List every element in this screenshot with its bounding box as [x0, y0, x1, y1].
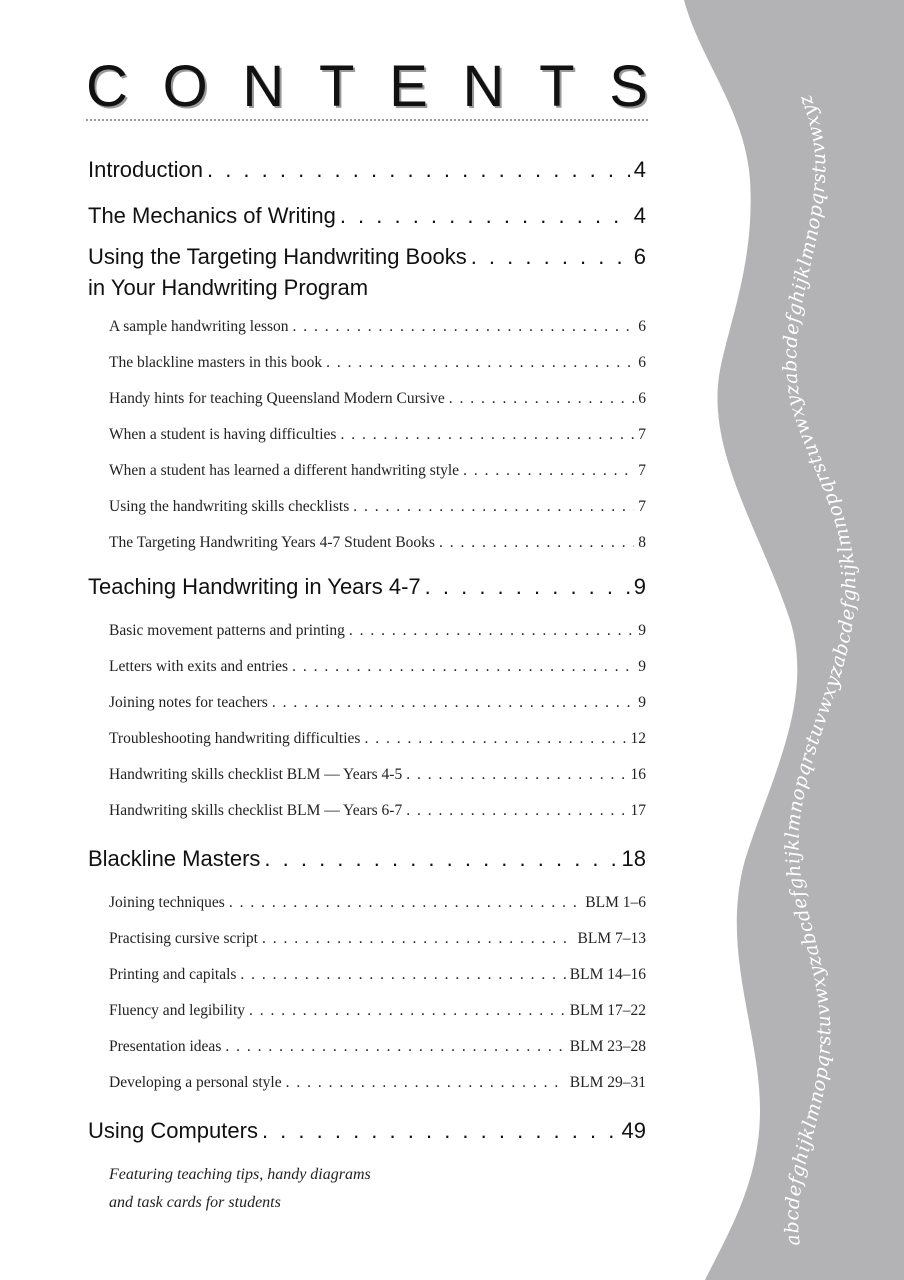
toc-subentry-page: BLM 17–22	[569, 1002, 646, 1019]
toc-subentry-page: BLM 1–6	[585, 894, 646, 911]
title-letter: T	[319, 54, 355, 119]
leader-dots	[364, 721, 626, 757]
toc-subentry-page: 7	[638, 426, 646, 443]
toc-subentry[interactable]	[88, 613, 646, 649]
leader-dots	[463, 453, 634, 489]
toc-subentry-page: 6	[638, 390, 646, 407]
toc-subentry[interactable]	[88, 1065, 646, 1101]
toc-subentry[interactable]	[88, 993, 646, 1029]
leader-dots	[249, 993, 566, 1029]
toc-entry-label: Blackline Masters	[88, 846, 261, 871]
leader-dots	[225, 1029, 565, 1065]
title-letter: E	[389, 54, 428, 119]
leader-dots	[293, 309, 635, 345]
leader-dots	[262, 921, 574, 957]
toc-entry-label-line2: in Your Handwriting Program	[88, 275, 369, 300]
leader-dots	[229, 885, 581, 921]
leader-dots	[406, 793, 626, 829]
leader-dots	[340, 417, 634, 453]
page-title	[86, 52, 648, 122]
toc-subentry-label: The Targeting Handwriting Years 4-7 Student Books	[109, 534, 435, 551]
toc-subentry-label: Printing and capitals	[109, 966, 237, 983]
featuring-note	[88, 1161, 646, 1217]
toc-subentry-page: 9	[638, 694, 646, 711]
title-divider	[86, 119, 648, 121]
leader-dots	[406, 757, 626, 793]
subentry-list-blackline	[88, 885, 646, 1101]
wave-shape	[684, 0, 904, 1280]
toc-subentry[interactable]	[88, 1029, 646, 1065]
toc-entry-page: 49	[621, 1118, 646, 1143]
toc-entry-page: 4	[633, 203, 646, 228]
leader-dots	[340, 196, 630, 236]
toc-subentry[interactable]	[88, 649, 646, 685]
toc-subentry-label: Basic movement patterns and printing	[109, 622, 345, 639]
toc-subentry-label: When a student is having difficulties	[109, 426, 337, 443]
toc-subentry[interactable]	[88, 345, 646, 381]
toc-entry-label: Introduction	[88, 157, 203, 182]
toc-subentry-label: The blackline masters in this book	[109, 354, 323, 371]
title-letter: N	[242, 54, 285, 119]
leader-dots	[262, 1111, 618, 1151]
toc-subentry-label: Presentation ideas	[109, 1038, 222, 1055]
toc-subentry[interactable]	[88, 757, 646, 793]
toc-entry-label: The Mechanics of Writing	[88, 203, 336, 228]
toc-entry-label: Teaching Handwriting in Years 4-7	[88, 574, 421, 599]
title-letter: O	[162, 54, 208, 119]
toc-subentry[interactable]	[88, 793, 646, 829]
toc-subentry-label: Using the handwriting skills checklists	[109, 498, 350, 515]
toc-subentry-page: 9	[638, 658, 646, 675]
toc-subentry-label: Developing a personal style	[109, 1074, 282, 1091]
toc-subentry-label: Handwriting skills checklist BLM — Years 6-7	[109, 802, 403, 819]
toc-subentry[interactable]	[88, 309, 646, 345]
alphabet-path-text: abcdefghijklmnopqrstuvwxyzabcdefghijklmnopqrstuvwxyzabcdefghijklmnopqrstuvwxyzabcdefghijklmnopqrstuvwxyz	[779, 91, 861, 1247]
toc-subentry-label: A sample handwriting lesson	[109, 318, 289, 335]
toc-subentry-label: Handwriting skills checklist BLM — Years 4-5	[109, 766, 403, 783]
toc-subentry[interactable]	[88, 381, 646, 417]
toc-subentry-label: Letters with exits and entries	[109, 658, 289, 675]
toc-subentry[interactable]	[88, 721, 646, 757]
leader-dots	[353, 489, 634, 525]
leader-dots	[207, 150, 630, 190]
leader-dots	[240, 957, 565, 993]
leader-dots	[439, 525, 634, 561]
toc-subentry-page: 12	[630, 730, 646, 747]
toc-entry-page: 18	[621, 846, 646, 871]
toc-entry-using-computers[interactable]	[88, 1111, 646, 1151]
leader-dots	[286, 1065, 566, 1101]
toc-subentry-page: 6	[638, 354, 646, 371]
toc-entry-teaching[interactable]	[88, 567, 646, 607]
toc-subentry-page: 7	[638, 498, 646, 515]
toc-entry-blackline-masters[interactable]	[88, 839, 646, 879]
leader-dots	[471, 241, 630, 272]
toc-entry-using-books[interactable]	[88, 236, 646, 303]
toc-subentry-label: Fluency and legibility	[109, 1002, 246, 1019]
note-line: and task cards for students	[109, 1194, 281, 1211]
toc-entry-introduction[interactable]	[88, 150, 646, 190]
leader-dots	[264, 839, 617, 879]
toc-subentry[interactable]	[88, 489, 646, 525]
title-letter: T	[539, 54, 575, 119]
toc-entry-page: 9	[633, 574, 646, 599]
subentry-list-using-books	[88, 309, 646, 561]
title-letter: S	[609, 54, 648, 119]
toc-subentry-page: 6	[638, 318, 646, 335]
toc-subentry-label: Joining notes for teachers	[109, 694, 268, 711]
toc-entry-mechanics[interactable]	[88, 196, 646, 236]
toc-subentry[interactable]	[88, 685, 646, 721]
toc-subentry[interactable]	[88, 417, 646, 453]
toc-subentry-page: 8	[638, 534, 646, 551]
toc-entry-page: 6	[633, 244, 646, 269]
leader-dots	[449, 381, 634, 417]
toc-subentry[interactable]	[88, 921, 646, 957]
toc-subentry-page: BLM 7–13	[577, 930, 646, 947]
toc-subentry[interactable]	[88, 453, 646, 489]
leader-dots	[349, 613, 634, 649]
toc-subentry-page: 16	[630, 766, 646, 783]
toc-entry-page: 4	[633, 157, 646, 182]
toc-subentry[interactable]	[88, 957, 646, 993]
leader-dots	[292, 649, 634, 685]
title-letter: C	[86, 54, 128, 119]
toc-subentry-label: Handy hints for teaching Queensland Modern Cursive	[109, 390, 445, 407]
toc-subentry-label: Troubleshooting handwriting difficulties	[109, 730, 361, 747]
toc-subentry-label: Practising cursive script	[109, 930, 258, 947]
toc-subentry-page: 17	[630, 802, 646, 819]
toc-subentry[interactable]	[88, 525, 646, 561]
toc-subentry[interactable]	[88, 885, 646, 921]
note-line: Featuring teaching tips, handy diagrams	[109, 1166, 371, 1183]
table-of-contents	[88, 150, 646, 1217]
title-letter: N	[462, 54, 505, 119]
toc-entry-label: Using Computers	[88, 1118, 258, 1143]
toc-subentry-page: BLM 14–16	[569, 966, 646, 983]
toc-subentry-page: 9	[638, 622, 646, 639]
toc-subentry-label: When a student has learned a different handwriting style	[109, 462, 460, 479]
toc-subentry-page: BLM 23–28	[569, 1038, 646, 1055]
toc-subentry-page: 7	[638, 462, 646, 479]
toc-entry-label-line1: Using the Targeting Handwriting Books	[88, 244, 467, 269]
leader-dots	[326, 345, 634, 381]
leader-dots	[425, 567, 630, 607]
leader-dots	[272, 685, 634, 721]
toc-subentry-page: BLM 29–31	[569, 1074, 646, 1091]
toc-subentry-label: Joining techniques	[109, 894, 225, 911]
subentry-list-teaching	[88, 613, 646, 829]
